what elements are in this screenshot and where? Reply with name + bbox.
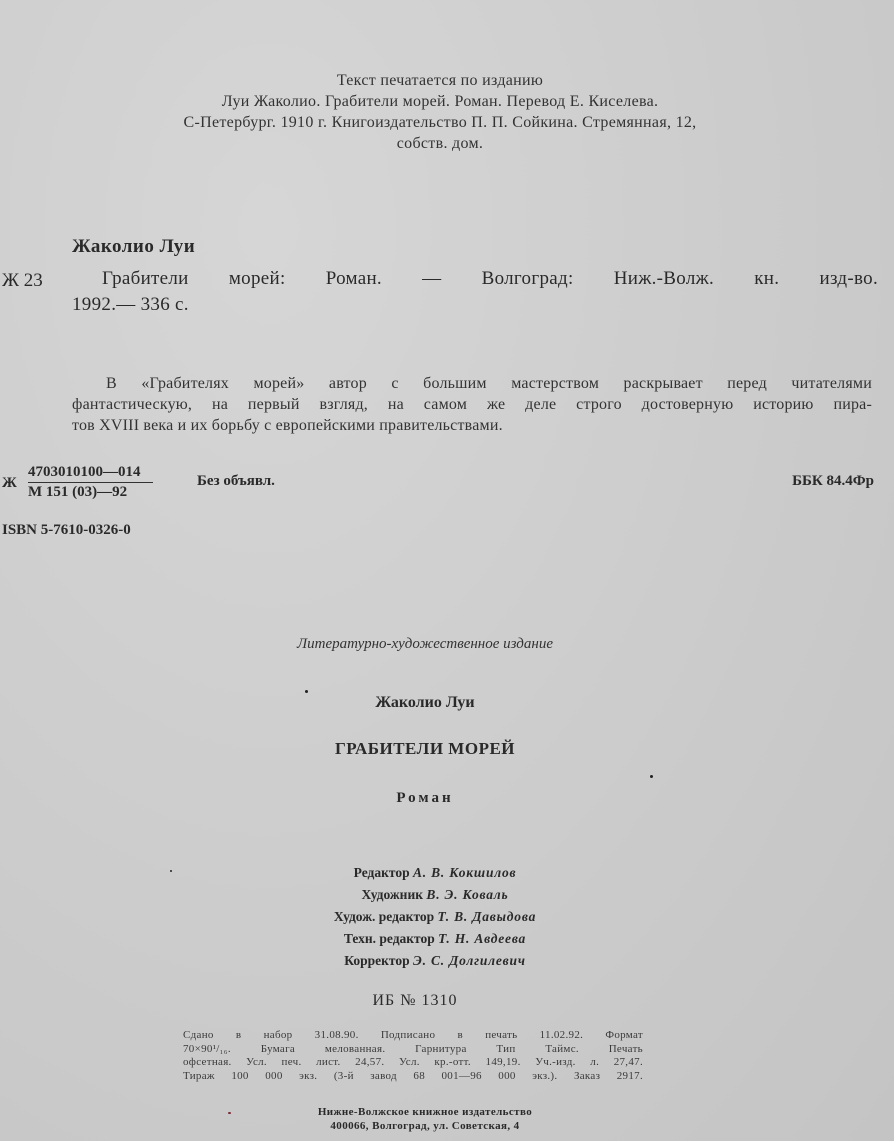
credit-name: Т. Н. Авдеева (438, 931, 527, 946)
credit-name: Т. В. Давыдова (437, 909, 537, 924)
catalog-author: Жаколио Луи (72, 236, 196, 257)
source-note-line: С-Петербург. 1910 г. Книгоиздательство П. П. Сойкина. Стремянная, 12, (183, 114, 697, 131)
annotation-line: фантастическую, на первый взгляд, на самом же деле строго достоверную историю пира- (72, 396, 872, 413)
catalog-description-line: 1992.— 336 с. (72, 294, 189, 315)
annotation-line: тов XVIII века и их борьбу с европейскими правительствами. (72, 417, 503, 434)
classification-index (28, 464, 153, 501)
publisher-address: 400066, Волгоград, ул. Советская, 4 (330, 1120, 520, 1132)
edition-type: Литературно-художественное издание (297, 636, 553, 652)
paper-speck (650, 775, 653, 778)
bbk-code: ББК 84.4Фр (792, 473, 874, 489)
index-denominator: М 151 (03)—92 (28, 484, 128, 500)
book-genre: Роман (396, 790, 454, 806)
credit-tech-editor (0, 928, 870, 950)
publisher-name: Нижне-Волжское книжное издательство (317, 1106, 533, 1118)
paper-speck (305, 690, 308, 693)
source-note-line: собств. дом. (396, 135, 484, 152)
credit-name: А. В. Кокшилов (412, 865, 517, 880)
credit-name: Э. С. Долгилевич (413, 953, 526, 968)
credit-role: Художник (361, 887, 424, 902)
no-advert-note: Без объявл. (197, 473, 275, 489)
index-prefix: Ж (2, 475, 17, 491)
imprint-line: офсетная. Усл. печ. лист. 24,57. Усл. кр.-отт. 149,19. Уч.-изд. л. 27,47. (183, 1056, 643, 1068)
credit-role: Корректор (344, 953, 410, 968)
ib-number: ИБ № 1310 (372, 992, 458, 1009)
credit-art-editor (0, 906, 870, 928)
annotation-line: В «Грабителях морей» автор с большим мастерством раскрывает перед читателями (106, 375, 872, 392)
source-note-line: Текст печатается по изданию (336, 72, 544, 89)
credit-role: Редактор (353, 865, 410, 880)
credit-name: В. Э. Коваль (426, 887, 509, 902)
imprint-line: 70×90¹/₁₆. Бумага мелованная. Гарнитура Тип Таймс. Печать (183, 1042, 643, 1055)
catalog-code: Ж 23 (2, 270, 43, 291)
book-author: Жаколио Луи (375, 694, 475, 711)
catalog-description-line: Грабители морей: Роман. — Волгоград: Ниж.-Волж. кн. изд-во. (102, 268, 878, 289)
credit-artist (0, 884, 870, 906)
book-title: ГРАБИТЕЛИ МОРЕЙ (334, 739, 516, 758)
index-numerator: 4703010100—014 (28, 464, 153, 483)
isbn: ISBN 5-7610-0326-0 (2, 522, 131, 538)
source-note-line: Луи Жаколио. Грабители морей. Роман. Перевод Е. Киселева. (221, 93, 659, 110)
paper-speck (170, 870, 172, 872)
credit-editor (0, 862, 870, 884)
source-edition-note (100, 70, 780, 154)
paper-speck (228, 1112, 231, 1114)
imprint-line: Сдано в набор 31.08.90. Подписано в печать 11.02.92. Формат (183, 1029, 643, 1041)
imprint-block (183, 1029, 643, 1083)
imprint-line: Тираж 100 000 экз. (3-й завод 68 001—96 000 экз.). Заказ 2917. (183, 1069, 643, 1082)
credit-proofreader (0, 950, 870, 972)
credit-role: Худож. редактор (333, 909, 435, 924)
catalog-annotation (72, 373, 872, 436)
credit-role: Техн. редактор (343, 931, 435, 946)
credits-list (0, 862, 870, 972)
publisher-block (0, 1105, 850, 1133)
